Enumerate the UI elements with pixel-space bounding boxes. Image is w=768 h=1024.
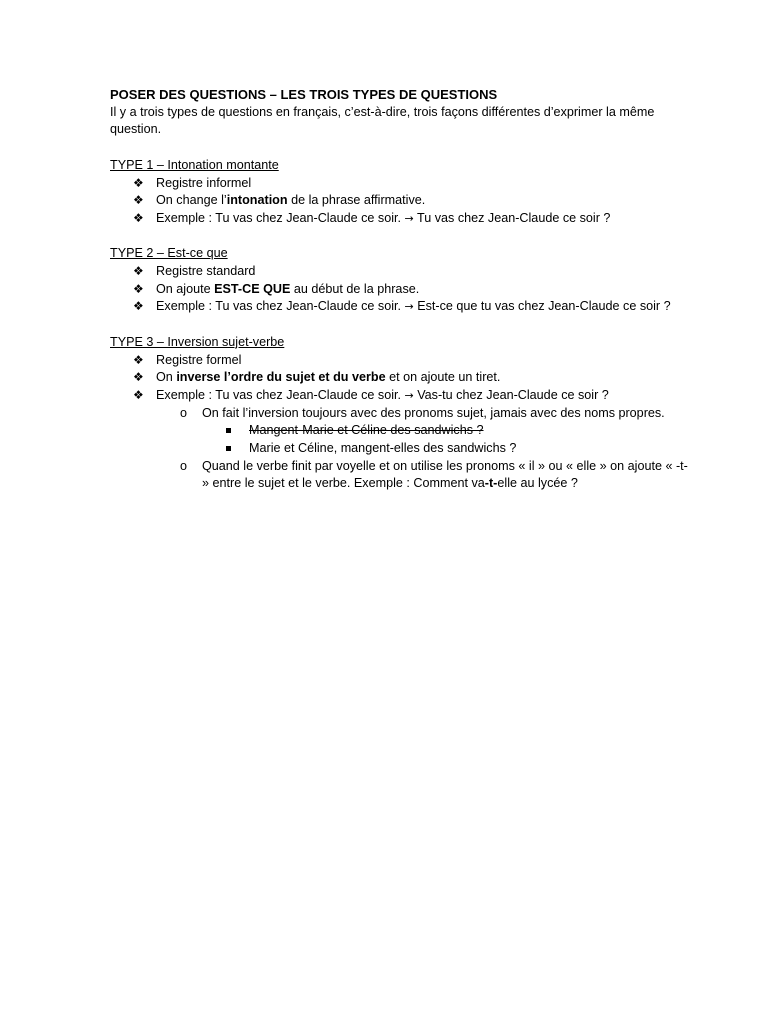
type1-list [110, 175, 690, 228]
emphasis-text: -t- [484, 476, 498, 491]
incorrect-example-text: Mangent-Marie et Céline des sandwichs ? [249, 423, 484, 438]
list-item-text: et on ajoute un tiret. [385, 370, 501, 385]
list-item [110, 352, 690, 370]
type2-list [110, 263, 690, 316]
list-item [110, 298, 690, 316]
list-item-text: Vas-tu chez Jean-Claude ce soir ? [413, 387, 609, 402]
document-title: POSER DES QUESTIONS – LES TROIS TYPES DE QUESTIONS [110, 87, 498, 102]
list-item-text: Registre informel [156, 175, 252, 190]
emphasis-text: EST-CE QUE [214, 281, 291, 296]
circle-bullet-icon: o [180, 458, 188, 473]
arrow-right-icon: → [404, 300, 414, 314]
list-item-text: Exemple : Tu vas chez Jean-Claude ce soir. [156, 387, 405, 402]
list-item-text: On change l’ [156, 193, 227, 208]
type1-heading: TYPE 1 – Intonation montante [110, 157, 279, 172]
sub-list-item-text: On fait l’inversion toujours avec des pronoms sujet, jamais avec des noms propres. [202, 405, 665, 420]
square-bullet-icon [226, 428, 231, 433]
list-item [110, 175, 690, 193]
correct-example-text: Marie et Céline, mangent-elles des sandwichs ? [249, 441, 517, 456]
sub-list-item [110, 405, 690, 423]
emphasis-text: intonation [226, 193, 288, 208]
diamond-bullet-icon: ❖ [133, 193, 144, 208]
list-item-text: Tu vas chez Jean-Claude ce soir ? [413, 210, 611, 225]
diamond-bullet-icon: ❖ [133, 175, 144, 190]
type3-list [110, 352, 690, 405]
circle-bullet-icon: o [180, 405, 188, 420]
list-item [110, 281, 690, 299]
document-page [110, 86, 690, 493]
diamond-bullet-icon: ❖ [133, 299, 144, 314]
list-item-text: On [156, 370, 177, 385]
type2-heading: TYPE 2 – Est-ce que [110, 246, 228, 261]
spacer [110, 228, 690, 246]
list-item [110, 369, 690, 387]
type3-sublist [110, 458, 690, 493]
emphasis-text: inverse l’ordre du sujet et du verbe [176, 370, 386, 385]
list-item [110, 387, 690, 405]
list-item [110, 263, 690, 281]
list-item-text: On ajoute [156, 281, 215, 296]
list-item-text: au début de la phrase. [290, 281, 420, 296]
list-item-text: Est-ce que tu vas chez Jean-Claude ce soir ? [413, 299, 671, 314]
diamond-bullet-icon: ❖ [133, 210, 144, 225]
spacer [110, 139, 690, 157]
sub-list-item-text: Quand le verbe finit par voyelle et on utilise les pronoms « il » ou « elle » on ajoute « -t- » entre le sujet et le verbe. Exemple : Comment va [202, 458, 688, 491]
diamond-bullet-icon: ❖ [133, 387, 144, 402]
spacer [110, 316, 690, 334]
square-bullet-icon [226, 446, 231, 451]
example-item [110, 422, 690, 440]
sub-list-item-text: elle au lycée ? [497, 476, 578, 491]
diamond-bullet-icon: ❖ [133, 352, 144, 367]
type3-sublist [110, 405, 690, 423]
list-item [110, 210, 690, 228]
list-item [110, 192, 690, 210]
intro-paragraph: Il y a trois types de questions en français, c’est-à-dire, trois façons différentes d’exprimer la même question. [110, 104, 655, 137]
sub-list-item [110, 458, 690, 493]
example-item [110, 440, 690, 458]
diamond-bullet-icon: ❖ [133, 281, 144, 296]
diamond-bullet-icon: ❖ [133, 264, 144, 278]
type3-heading: TYPE 3 – Inversion sujet-verbe [110, 334, 285, 349]
list-item-text: Exemple : Tu vas chez Jean-Claude ce soir. [156, 299, 405, 314]
type3-examples-list [110, 422, 690, 457]
list-item-text: Registre standard [156, 264, 256, 278]
arrow-right-icon: → [404, 211, 414, 225]
list-item-text: Registre formel [156, 352, 242, 367]
list-item-text: de la phrase affirmative. [287, 193, 426, 208]
list-item-text: Exemple : Tu vas chez Jean-Claude ce soir. [156, 210, 405, 225]
diamond-bullet-icon: ❖ [133, 370, 144, 385]
arrow-right-icon: → [404, 388, 414, 402]
